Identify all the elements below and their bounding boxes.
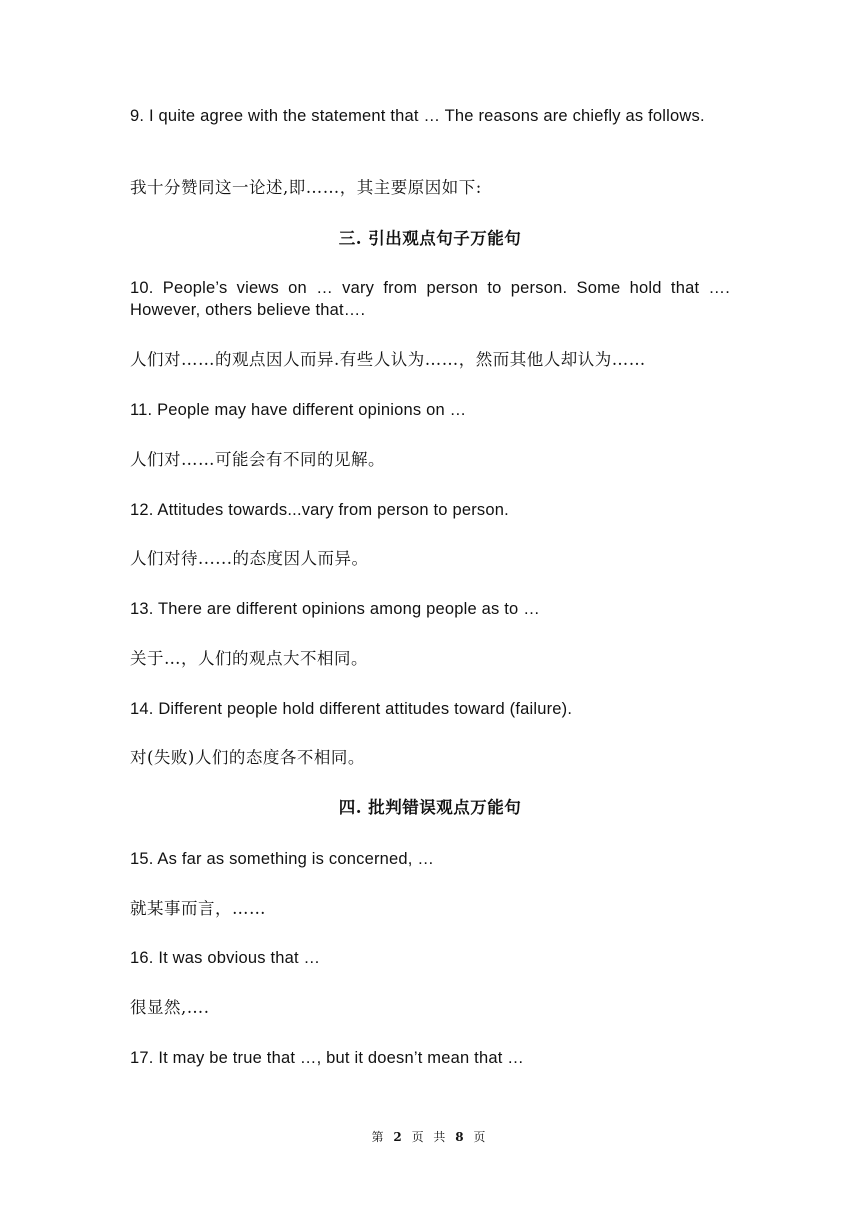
sentence-17-english: 17. It may be true that …, but it doesn’t mean that … — [130, 1049, 524, 1067]
sentence-15-english: 15. As far as something is concerned, … — [130, 850, 435, 868]
sentence-13-english: 13. There are different opinions among people as to … — [130, 600, 540, 618]
sentence-11-english: 11. People may have different opinions on … — [130, 401, 467, 419]
section-heading-3: 三. 引出观点句子万能句 — [338, 229, 522, 248]
page-footer — [0, 1128, 860, 1146]
sentence-12-chinese: 人们对待......的态度因人而异。 — [130, 549, 369, 568]
section-heading-4: 四. 批判错误观点万能句 — [338, 798, 522, 817]
sentence-10-english: 10. People’s views on … vary from person to person. Some hold that …. However, others believe that…. — [130, 279, 730, 319]
sentence-12-english: 12. Attitudes towards...vary from person to person. — [130, 501, 509, 519]
footer-total-pages: 8 — [455, 1130, 467, 1144]
footer-suffix: 页 — [473, 1130, 489, 1144]
sentence-9-english: 9. I quite agree with the statement that … The reasons are chiefly as follows. — [130, 107, 705, 125]
footer-current-page: 2 — [393, 1130, 405, 1144]
footer-middle: 页 共 — [411, 1130, 449, 1144]
sentence-10-chinese: 人们对……的观点因人而异.有些人认为……，然而其他人却认为…… — [130, 350, 646, 369]
sentence-14-chinese: 对(失败)人们的态度各不相同。 — [130, 748, 365, 767]
sentence-16-chinese: 很显然,…. — [130, 998, 210, 1017]
sentence-15-chinese: 就某事而言，…… — [130, 899, 266, 918]
sentence-13-chinese: 关于…，人们的观点大不相同。 — [130, 649, 368, 668]
sentence-9-chinese: 我十分赞同这一论述,即……，其主要原因如下: — [130, 178, 482, 197]
sentence-14-english: 14. Different people hold different attitudes toward (failure). — [130, 700, 573, 718]
footer-prefix: 第 — [371, 1130, 387, 1144]
sentence-16-english: 16. It was obvious that … — [130, 949, 321, 967]
sentence-11-chinese: 人们对……可能会有不同的见解。 — [130, 450, 385, 469]
